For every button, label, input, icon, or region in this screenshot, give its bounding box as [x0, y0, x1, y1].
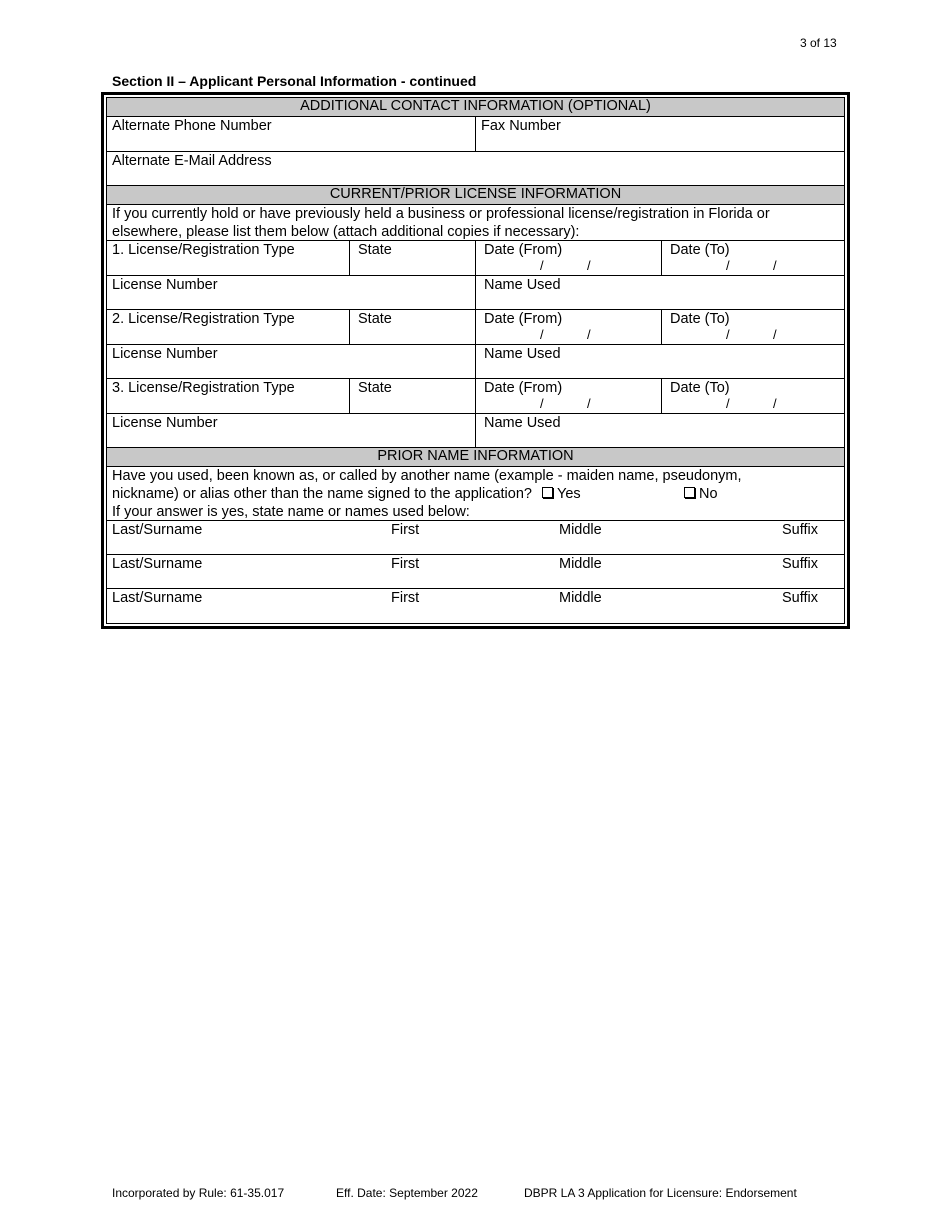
license-type-field[interactable]: [107, 241, 349, 275]
license-number-label: License Number: [112, 415, 218, 431]
footer-rule: Incorporated by Rule: 61-35.017: [112, 1186, 285, 1200]
suffix-label: Suffix: [782, 556, 819, 572]
state-label: State: [358, 311, 392, 327]
name-used-field[interactable]: [475, 345, 844, 378]
fax-label: Fax Number: [481, 118, 561, 134]
yes-checkbox[interactable]: [542, 487, 553, 498]
license-number-label: License Number: [112, 277, 218, 293]
last-name-label: Last/Surname: [112, 590, 203, 606]
license-entry-row: [107, 379, 844, 414]
license-number-row: [107, 276, 844, 310]
question-line-1: Have you used, been known as, or called by another name (example - maiden name, pseudonym,: [112, 468, 742, 484]
last-name-label: Last/Surname: [112, 522, 203, 538]
date-to-field[interactable]: [661, 310, 844, 344]
alt-email-field[interactable]: [107, 152, 844, 185]
date-from-label: Date (From): [484, 311, 563, 327]
footer-eff-date: Eff. Date: September 2022: [336, 1186, 478, 1200]
no-checkbox[interactable]: [684, 487, 695, 498]
license-type-field[interactable]: [107, 379, 349, 413]
date-to-slashes: / /: [726, 258, 777, 273]
date-to-field[interactable]: [661, 379, 844, 413]
section-title: Section II – Applicant Personal Information - continued: [112, 73, 477, 89]
question-line-2: nickname) or alias other than the name signed to the application?: [112, 486, 532, 502]
state-field[interactable]: [349, 310, 475, 344]
license-info-header: CURRENT/PRIOR LICENSE INFORMATION: [107, 186, 844, 205]
prior-name-row[interactable]: [107, 555, 844, 589]
alt-phone-row: [107, 117, 844, 152]
form-inner: [106, 97, 845, 624]
date-from-label: Date (From): [484, 242, 563, 258]
last-name-label: Last/Surname: [112, 556, 203, 572]
fax-field[interactable]: [475, 117, 844, 151]
question-line-2-wrap: [112, 485, 839, 503]
no-label: No: [699, 486, 718, 502]
license-instructions-row: [107, 205, 844, 241]
alt-phone-label: Alternate Phone Number: [112, 118, 272, 134]
alt-email-row: [107, 152, 844, 186]
prior-name-header: PRIOR NAME INFORMATION: [107, 448, 844, 467]
date-to-label: Date (To): [670, 380, 730, 396]
name-used-label: Name Used: [484, 346, 561, 362]
state-field[interactable]: [349, 241, 475, 275]
alt-email-label: Alternate E-Mail Address: [112, 153, 272, 169]
license-type-field[interactable]: [107, 310, 349, 344]
license-number-field[interactable]: [107, 414, 475, 447]
prior-name-question-row: [107, 467, 844, 521]
license-type-label: 2. License/Registration Type: [112, 311, 295, 327]
name-used-label: Name Used: [484, 277, 561, 293]
license-number-field[interactable]: [107, 276, 475, 309]
date-from-label: Date (From): [484, 380, 563, 396]
middle-name-label: Middle: [559, 556, 602, 572]
date-from-field[interactable]: [475, 379, 661, 413]
suffix-label: Suffix: [782, 590, 819, 606]
date-from-slashes: / /: [540, 258, 591, 273]
license-type-label: 1. License/Registration Type: [112, 242, 295, 258]
yes-label: Yes: [557, 486, 581, 502]
alt-phone-field[interactable]: [107, 117, 475, 151]
license-type-label: 3. License/Registration Type: [112, 380, 295, 396]
name-used-label: Name Used: [484, 415, 561, 431]
license-number-field[interactable]: [107, 345, 475, 378]
additional-contact-header: ADDITIONAL CONTACT INFORMATION (OPTIONAL): [107, 98, 844, 117]
middle-name-label: Middle: [559, 522, 602, 538]
prior-name-row[interactable]: [107, 589, 844, 623]
prior-name-instruction: If your answer is yes, state name or names used below:: [112, 504, 470, 520]
prior-name-row[interactable]: [107, 521, 844, 555]
date-to-label: Date (To): [670, 311, 730, 327]
license-number-label: License Number: [112, 346, 218, 362]
state-field[interactable]: [349, 379, 475, 413]
license-entry-row: [107, 310, 844, 345]
footer-form-name: DBPR LA 3 Application for Licensure: Endorsement: [524, 1186, 797, 1200]
no-option[interactable]: [684, 485, 718, 503]
middle-name-label: Middle: [559, 590, 602, 606]
form-frame: [101, 92, 850, 629]
date-from-field[interactable]: [475, 310, 661, 344]
page-number: 3 of 13: [800, 36, 837, 50]
state-label: State: [358, 380, 392, 396]
first-name-label: First: [391, 590, 420, 606]
name-used-field[interactable]: [475, 276, 844, 309]
yes-option[interactable]: [542, 486, 581, 502]
date-from-field[interactable]: [475, 241, 661, 275]
license-number-row: [107, 345, 844, 379]
date-to-slashes: / /: [726, 396, 777, 411]
first-name-label: First: [391, 556, 420, 572]
license-number-row: [107, 414, 844, 448]
date-to-field[interactable]: [661, 241, 844, 275]
date-to-label: Date (To): [670, 242, 730, 258]
prior-name-question: [107, 467, 844, 521]
license-instructions: If you currently hold or have previously held a business or professional license/registration in Florida or elsewhere, please list them below (attach additional copies if necessary):: [112, 206, 770, 240]
date-to-slashes: / /: [726, 327, 777, 342]
first-name-label: First: [391, 522, 420, 538]
name-used-field[interactable]: [475, 414, 844, 447]
license-entry-row: [107, 241, 844, 276]
date-from-slashes: / /: [540, 327, 591, 342]
suffix-label: Suffix: [782, 522, 819, 538]
date-from-slashes: / /: [540, 396, 591, 411]
state-label: State: [358, 242, 392, 258]
